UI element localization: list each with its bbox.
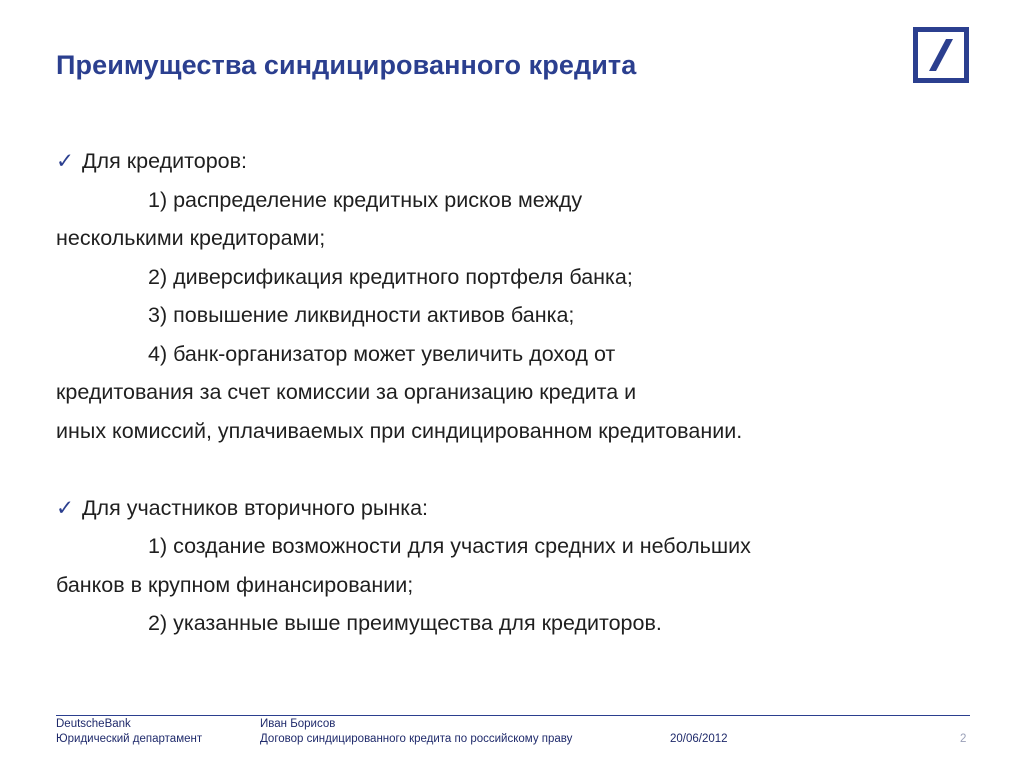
body-line: [56, 566, 936, 605]
body-line-text: 1) распределение кредитных рисков между: [148, 187, 583, 212]
body-line-text: 2) диверсификация кредитного портфеля банка;: [148, 264, 633, 289]
body-line-text: 4) банк-организатор может увеличить доход от: [148, 341, 616, 366]
body-line: [56, 373, 936, 412]
body-line: [56, 527, 936, 566]
slide-title: Преимущества синдицированного кредита: [56, 50, 637, 80]
body-line-text: кредитования за счет комиссии за организацию кредита и: [56, 380, 637, 404]
checkmark-icon: ✓: [56, 495, 75, 520]
deutsche-bank-logo-icon: [913, 27, 969, 83]
footer-document: Договор синдицированного кредита по российскому праву: [260, 733, 573, 745]
body-line: [56, 258, 936, 297]
slide-body: [56, 142, 936, 643]
footer-author: Иван Борисов: [260, 718, 336, 730]
footer-date: 20/06/2012: [670, 733, 728, 745]
body-line: [56, 604, 936, 643]
footer-bank-name: DeutscheBank: [56, 718, 131, 730]
footer-author-block: [260, 717, 572, 747]
checkmark-icon: ✓: [56, 149, 75, 173]
footer-department: Юридический департамент: [56, 733, 203, 745]
body-line-text: 1) создание возможности для участия средних и небольших: [148, 534, 751, 558]
footer-page-number: 2: [960, 733, 967, 745]
body-line-text: иных комиссий, уплачиваемых при синдицированном кредитовании.: [56, 418, 743, 443]
body-line-text: 2) указанные выше преимущества для кредиторов.: [148, 611, 662, 635]
body-line: [56, 335, 936, 374]
footer-divider: [56, 715, 970, 716]
body-line: [56, 181, 936, 220]
body-line-text: 3) повышение ликвидности активов банка;: [148, 303, 575, 327]
body-line-text: Для участников вторичного рынка:: [82, 495, 429, 520]
footer-bank-block: [56, 717, 202, 747]
body-line-text: банков в крупном финансировании;: [56, 572, 414, 597]
bullet-heading: [56, 142, 936, 181]
body-line-text: несколькими кредиторами;: [56, 226, 326, 250]
bullet-heading: [56, 489, 936, 528]
body-line: [56, 412, 936, 451]
paragraph-spacer: [56, 450, 936, 489]
body-line: [56, 219, 936, 258]
body-line-text: Для кредиторов:: [82, 149, 247, 173]
body-line: [56, 296, 936, 335]
